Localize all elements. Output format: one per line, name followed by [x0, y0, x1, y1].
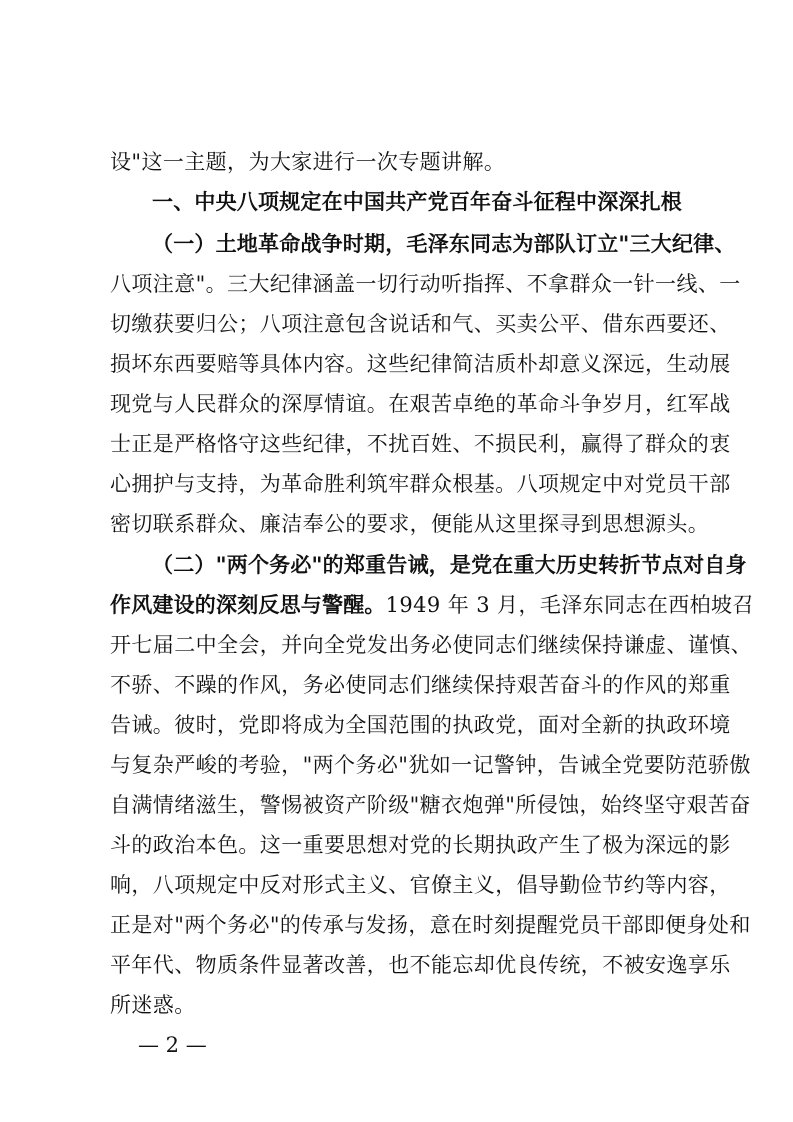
body-text-line: 所迷惑。	[110, 993, 196, 1017]
body-text-line: 斗的政治本色。这一重要思想对党的长期执政产生了极为深远的影	[110, 833, 731, 857]
body-text-line: 八项注意"。三大纪律涵盖一切行动听指挥、不拿群众一针一线、一	[110, 272, 741, 296]
body-text-line: 心拥护与支持，为革命胜利筑牢群众根基。八项规定中对党员干部	[110, 472, 731, 496]
body-text-line: 密切联系群众、廉洁奉公的要求，便能从这里探寻到思想源头。	[110, 512, 710, 536]
body-text-line: 自满情绪滋生，警惕被资产阶级"糖衣炮弹"所侵蚀，始终坚守艰苦奋	[110, 793, 751, 817]
page-number: — 2 —	[138, 1033, 207, 1057]
body-text-line: 士正是严格恪守这些纪律，不扰百姓、不损民利，赢得了群众的衷	[110, 432, 731, 456]
body-text-line: 不骄、不躁的作风，务必使同志们继续保持艰苦奋斗的作风的郑重	[110, 673, 731, 697]
body-text-line: 响，八项规定中反对形式主义、官僚主义，倡导勤俭节约等内容，	[110, 873, 731, 897]
body-text-segment: 1949 年 3 月，毛泽东同志在西柏坡召	[385, 593, 754, 617]
paragraph-continuation-line: 设"这一主题，为大家进行一次专题讲解。	[110, 150, 506, 174]
subheading-2-continuation: 作风建设的深刻反思与警醒。	[110, 593, 386, 617]
body-text-line: 现党与人民群众的深厚情谊。在艰苦卓绝的革命斗争岁月，红军战	[110, 392, 731, 416]
body-text-line: 告诫。彼时，党即将成为全国范围的执政党，面对全新的执政环境	[110, 713, 731, 737]
body-text-line: 开七届二中全会，并向全党发出务必使同志们继续保持谦虚、谨慎、	[110, 633, 752, 657]
body-text-line: 切缴获要归公；八项注意包含说话和气、买卖公平、借东西要还、	[110, 312, 731, 336]
subheading-2-line: （二）"两个务必"的郑重告诫，是党在重大历史转折节点对自身	[152, 553, 747, 577]
body-text-line: 与复杂严峻的考验，"两个务必"犹如一记警钟，告诫全党要防范骄傲	[110, 753, 751, 777]
body-text-line: 正是对"两个务必"的传承与发扬，意在时刻提醒党员干部即便身处和	[110, 913, 751, 937]
section-heading-1: 一、中央八项规定在中国共产党百年奋斗征程中深深扎根	[152, 190, 682, 214]
subheading-1-line: （一）土地革命战争时期，毛泽东同志为部队订立"三大纪律、	[152, 232, 736, 256]
body-text-line: 平年代、物质条件显著改善，也不能忘却优良传统，不被安逸享乐	[110, 953, 731, 977]
body-text-line: 损坏东西要赔等具体内容。这些纪律简洁质朴却意义深远，生动展	[110, 352, 731, 376]
body-text-line-mixed	[110, 585, 754, 625]
